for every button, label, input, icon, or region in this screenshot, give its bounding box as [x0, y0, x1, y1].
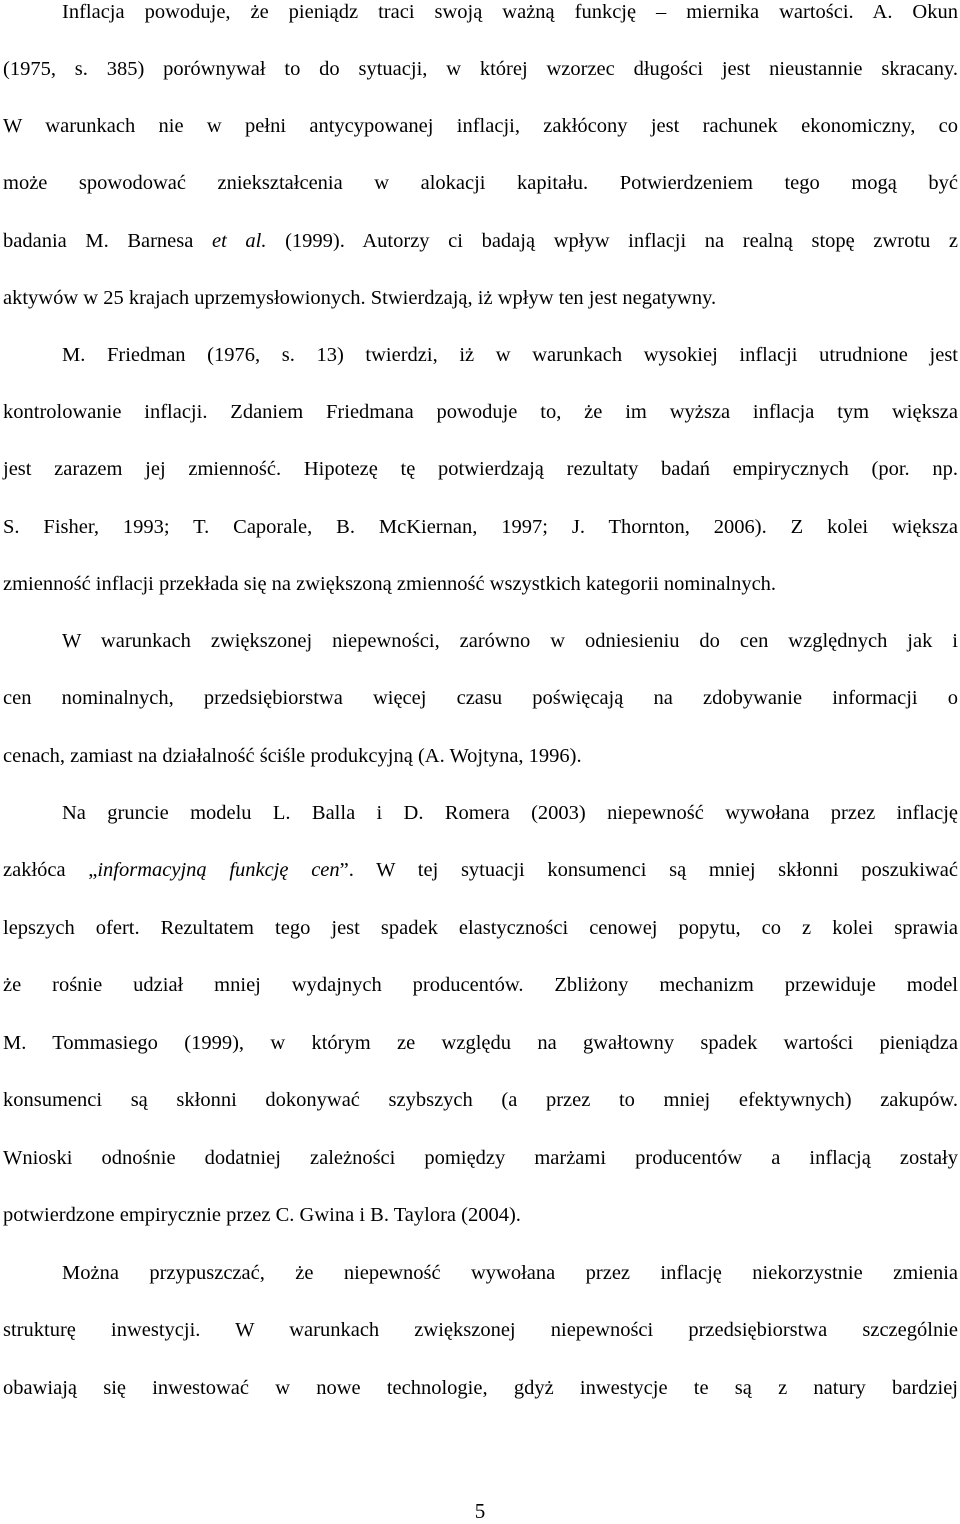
italic-text: et al.: [211, 230, 267, 252]
text-segment: potwierdzone empirycznie przez C. Gwina i B. Taylora (2004).: [3, 1204, 521, 1226]
text-segment: Wnioski odnośnie dodatniej zależności pomiędzy marżami producentów a inflacją zostały: [3, 1147, 958, 1169]
text-segment: cen nominalnych, przedsiębiorstwa więcej czasu poświęcają na zdobywanie informacji o: [3, 687, 958, 709]
text-segment: badania M. Barnesa: [3, 230, 212, 252]
text-segment: (1975, s. 385) porównywał to do sytuacji, w której wzorzec długości jest nieustannie skracany.: [3, 58, 958, 80]
text-segment: lepszych ofert. Rezultatem tego jest spadek elastyczności cenowej popytu, co z kolei sprawia: [3, 917, 958, 939]
text-line: [3, 858, 958, 882]
text-line: [3, 1146, 958, 1170]
text-line: [62, 343, 958, 367]
text-line: [3, 1088, 958, 1112]
text-segment: ”. W tej sytuacji konsumenci są mniej skłonni poszukiwać: [339, 859, 958, 881]
text-line: [62, 0, 958, 24]
text-segment: M. Friedman (1976, s. 13) twierdzi, iż w warunkach wysokiej inflacji utrudnione jest: [62, 344, 958, 366]
text-line: [3, 1031, 958, 1055]
text-line: [62, 1261, 958, 1285]
text-segment: Inflacja powoduje, że pieniądz traci swoją ważną funkcję – miernika wartości. A. Okun: [62, 1, 958, 23]
text-line: [3, 400, 958, 424]
text-line: [3, 457, 958, 481]
text-line: [3, 686, 958, 710]
italic-text: informacyjną funkcję cen: [97, 859, 340, 881]
text-segment: konsumenci są skłonni dokonywać szybszych (a przez to mniej efektywnych) zakupów.: [3, 1089, 958, 1111]
text-line: [62, 629, 958, 653]
text-segment: W warunkach nie w pełni antycypowanej inflacji, zakłócony jest rachunek ekonomiczny, co: [3, 115, 958, 137]
text-segment: Na gruncie modelu L. Balla i D. Romera (2003) niepewność wywołana przez inflację: [62, 802, 958, 824]
text-line: [3, 1376, 958, 1400]
text-line: [3, 973, 958, 997]
text-segment: może spowodować zniekształcenia w alokacji kapitału. Potwierdzeniem tego mogą być: [3, 172, 958, 194]
text-segment: kontrolowanie inflacji. Zdaniem Friedmana powoduje to, że im wyższa inflacja tym większa: [3, 401, 958, 423]
text-line: [3, 1318, 958, 1342]
text-segment: aktywów w 25 krajach uprzemysłowionych. Stwierdzają, iż wpływ ten jest negatywny.: [3, 287, 717, 309]
text-segment: że rośnie udział mniej wydajnych producentów. Zbliżony mechanizm przewiduje model: [3, 974, 958, 996]
text-line: [3, 171, 958, 195]
text-line: [3, 229, 958, 253]
text-line: [3, 1203, 958, 1227]
text-line: [3, 114, 958, 138]
text-line: [3, 57, 958, 81]
text-line: [3, 515, 958, 539]
text-segment: (1999). Autorzy ci badają wpływ inflacji na realną stopę zwrotu z: [266, 230, 958, 252]
page-number: 5: [474, 1499, 486, 1523]
text-segment: strukturę inwestycji. W warunkach zwiększonej niepewności przedsiębiorstwa szczególnie: [3, 1319, 958, 1341]
text-line: [3, 916, 958, 940]
text-line: [3, 572, 958, 596]
text-line: [62, 801, 958, 825]
text-line: [3, 286, 958, 310]
text-segment: jest zarazem jej zmienność. Hipotezę tę potwierdzają rezultaty badań empirycznych (por. np.: [3, 458, 958, 480]
text-segment: W warunkach zwiększonej niepewności, zarówno w odniesieniu do cen względnych jak i: [62, 630, 958, 652]
text-segment: obawiają się inwestować w nowe technologie, gdyż inwestycje te są z natury bardziej: [3, 1377, 958, 1399]
text-segment: Można przypuszczać, że niepewność wywołana przez inflację niekorzystnie zmienia: [62, 1262, 958, 1284]
text-segment: S. Fisher, 1993; T. Caporale, B. McKiernan, 1997; J. Thornton, 2006). Z kolei większa: [3, 516, 958, 538]
text-segment: cenach, zamiast na działalność ściśle produkcyjną (A. Wojtyna, 1996).: [3, 745, 582, 767]
text-segment: zakłóca „: [3, 859, 98, 881]
text-segment: zmienność inflacji przekłada się na zwiększoną zmienność wszystkich kategorii nominalnych.: [3, 573, 777, 595]
text-line: [3, 744, 958, 768]
text-segment: M. Tommasiego (1999), w którym ze względu na gwałtowny spadek wartości pieniądza: [3, 1032, 958, 1054]
